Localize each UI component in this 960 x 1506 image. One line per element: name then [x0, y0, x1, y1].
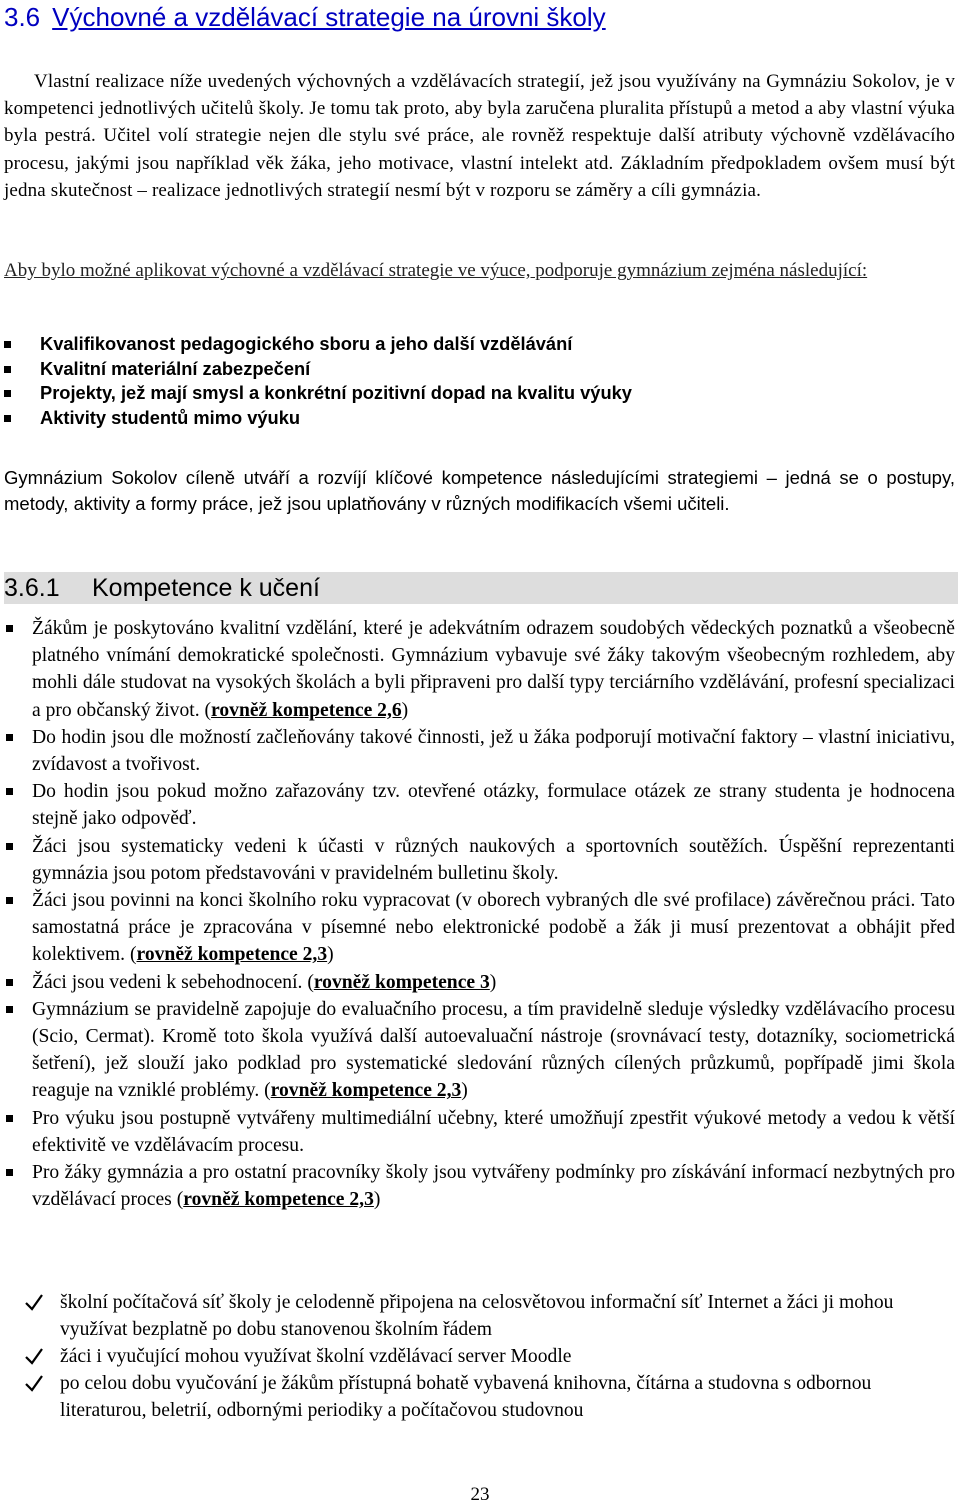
list-item: Pro žáky gymnázia a pro ostatní pracovníky školy jsou vytvářeny podmínky pro získávání informací nezbytných pro vzdělávací proces (rovněž kompetence 2,3) [4, 1159, 955, 1213]
bullet-square-icon [6, 1115, 13, 1122]
list-item: Projekty, jež mají smysl a konkrétní pozitivní dopad na kvalitu výuky [4, 381, 944, 406]
list-item: Do hodin jsou pokud možno zařazovány tzv. otevřené otázky, formulace otázek ze strany studenta je hodnocena stejně jako odpověď. [4, 778, 955, 832]
cross-reference: rovněž kompetence 2,3 [270, 1080, 462, 1102]
heading-number: 3.6 [4, 2, 41, 32]
bullet-square-icon [6, 897, 13, 904]
list-item: Gymnázium se pravidelně zapojuje do evaluačního procesu, a tím pravidelně sleduje výsledky vzdělávacího procesu (Scio, Cermat). Kromě toto škola využívá další autoevaluační nástroje (srovnávací testy, dotazníky, sociometrická šetření), jež slouží jako podklad pro systematické sledování různých cílených průzkumů, popřípadě jimi škola reaguje na vzniklé problémy. (rovněž kompetence 2,3) [4, 996, 955, 1105]
support-intro: Aby bylo možné aplikovat výchovné a vzdělávací strategie ve výuce, podporuje gymnázium zejména následující: [4, 260, 868, 281]
list-item: Pro výuku jsou postupně vytvářeny multimediální učebny, které umožňují zpestřit výukové metody a vedou k větší efektivitě ve vzdělávacím procesu. [4, 1105, 955, 1159]
checkmark-icon [24, 1292, 44, 1312]
cross-reference: rovněž kompetence 3 [313, 971, 490, 993]
section-title: Kompetence k učení [92, 574, 320, 602]
support-list [4, 332, 944, 431]
checkmark-icon [24, 1346, 44, 1366]
cross-reference: rovněž kompetence 2,3 [136, 944, 328, 966]
list-item: Do hodin jsou dle možností začleňovány takové činnosti, jež u žáka podporují motivační faktory – vlastní iniciativu, zvídavost a tvořivost. [4, 724, 955, 778]
page-title [4, 2, 606, 33]
checkmark-icon [24, 1373, 44, 1393]
cross-reference: rovněž kompetence 2,6 [211, 699, 402, 721]
intro-paragraph: Vlastní realizace níže uvedených výchovných a vzdělávacích strategií, jež jsou využívány na Gymnáziu Sokolov, je v kompetenci jednotlivých učitelů školy. Je tomu tak proto, aby byla zaručena pluralita přístupů a metod a aby vlastní výuka byla pestrá. Učitel volí strategie nejen dle stylu své práce, ale rovněž respektuje další atributy výchovně vzdělávacího procesu, jakými jsou například věk žáka, jeho motivace, vlastní intelekt atd. Základním předpokladem ovšem musí být jedna skutečnost – realizace jednotlivých strategií nesmí být v rozporu se záměry a cíli gymnázia. [4, 71, 955, 201]
bullet-square-icon [4, 415, 11, 422]
list-item: Aktivity studentů mimo výuku [4, 406, 944, 431]
bullet-square-icon [6, 979, 13, 986]
section-heading [4, 572, 958, 604]
closing-paragraph: Gymnázium Sokolov cíleně utváří a rozvíjí klíčové kompetence následujícími strategiemi – jedná se o postupy, metody, aktivity a formy práce, jež jsou uplatňovány v různých modifikacích všemi učiteli. [4, 467, 955, 515]
list-item: Žáci jsou systematicky vedeni k účasti v různých naukových a sportovních soutěžích. Úspěšní reprezentanti gymnázia jsou potom představováni v pravidelném bulletinu školy. [4, 833, 955, 887]
list-item: Žáci jsou vedeni k sebehodnocení. (rovněž kompetence 3) [4, 969, 955, 996]
section-number: 3.6.1 [4, 574, 60, 602]
bullet-square-icon [6, 625, 13, 632]
bullet-square-icon [4, 390, 11, 397]
list-item: Kvalitní materiální zabezpečení [4, 357, 944, 382]
bullet-square-icon [6, 788, 13, 795]
bullet-square-icon [6, 1006, 13, 1013]
list-item: po celou dobu vyučování je žákům přístupná bohatě vybavená knihovna, čítárna a studovna s odbornou literaturou, beletrií, odbornými periodiky a počítačovou studovnou [4, 1370, 944, 1424]
bullet-square-icon [4, 366, 11, 373]
list-item: žáci i vyučující mohou využívat školní vzdělávací server Moodle [4, 1343, 944, 1370]
checklist [4, 1289, 944, 1424]
list-item: školní počítačová síť školy je celodenně připojena na celosvětovou informační síť Internet a žáci ji mohou využívat bezplatně po dobu stanovenou školním řádem [4, 1289, 944, 1343]
list-item: Žáci jsou povinni na konci školního roku vypracovat (v oborech vybraných dle své profilace) závěrečnou práci. Tato samostatná práce je zpracována v písemné nebo elektronické podobě a žák ji musí prezentovat a obhájit před kolektivem. (rovněž kompetence 2,3) [4, 887, 955, 969]
bullet-square-icon [6, 1169, 13, 1176]
page-number: 23 [470, 1484, 490, 1505]
competence-list [4, 615, 955, 1213]
list-item: Kvalifikovanost pedagogického sboru a jeho další vzdělávání [4, 332, 944, 357]
bullet-square-icon [6, 734, 13, 741]
cross-reference: rovněž kompetence 2,3 [183, 1189, 374, 1211]
bullet-square-icon [4, 341, 11, 348]
heading-title: Výchovné a vzdělávací strategie na úrovni školy [52, 2, 606, 32]
list-item: Žákům je poskytováno kvalitní vzdělání, které je adekvátním odrazem soudobých vědeckých poznatků a všeobecně platného vnímání demokratické společnosti. Gymnázium vybavuje své žáky takovým všeobecným rozhledem, aby mohli dále studovat na vysokých školách a byli připraveni pro další typy terciárního vzdělávání, profesní specializaci a pro občanský život. (rovněž kompetence 2,6) [4, 615, 955, 724]
bullet-square-icon [6, 843, 13, 850]
